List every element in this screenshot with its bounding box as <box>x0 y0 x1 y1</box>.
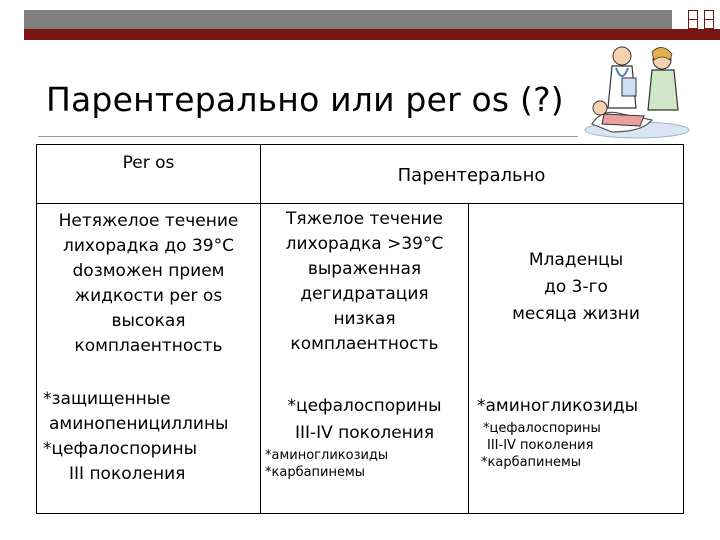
title-underline <box>38 136 578 137</box>
cell-line: *защищенные <box>43 389 171 409</box>
comparison-table <box>36 144 684 514</box>
cell-line: *цефалоспорины <box>43 439 197 459</box>
cell-line: аминопенициллины <box>49 414 229 434</box>
decorative-square <box>704 19 714 29</box>
cell-line: *цефалоспорины <box>483 421 601 436</box>
cell-line: Младенцы <box>528 250 624 270</box>
cell-line: *аминогликозиды <box>477 396 639 416</box>
table-divider <box>37 203 260 204</box>
cell-line: Тяжелое течение <box>285 209 443 229</box>
table-divider <box>260 203 683 204</box>
slide-title: Парентерально или per os (?) <box>46 80 564 119</box>
mild-course-cell <box>37 209 260 359</box>
cell-line: III поколения <box>69 464 186 484</box>
cell-line: низкая <box>333 309 396 329</box>
cell-line: лихорадка до 39°С <box>63 236 234 256</box>
cell-line: *аминогликозиды <box>265 448 389 463</box>
cell-line: жидкости per os <box>74 286 223 306</box>
severe-course-cell <box>261 207 468 357</box>
cell-line: комплаентность <box>74 336 223 356</box>
cell-line: *карбапинемы <box>265 465 366 480</box>
cell-line: до 3-го <box>544 277 608 297</box>
infants-cell <box>469 247 683 328</box>
cell-line: месяца жизни <box>512 304 640 324</box>
cell-line: III-IV поколения <box>487 438 594 453</box>
header-parenteral: Парентерально <box>397 165 546 186</box>
cell-line: *карбапинемы <box>481 455 582 470</box>
header-per-os: Per os <box>122 153 175 173</box>
decorative-square <box>688 19 698 29</box>
cell-line: лихорадка >39°С <box>285 234 444 254</box>
cell-line: дегидратация <box>300 284 429 304</box>
cell-line: dозможен прием <box>72 261 225 281</box>
parenteral-drugs-cell <box>261 393 468 481</box>
infant-drugs-cell <box>477 393 683 471</box>
cell-line: III-IV поколения <box>294 423 435 443</box>
cell-line: Нетяжелое течение <box>58 211 239 231</box>
cell-line: комплаентность <box>290 334 439 354</box>
per-os-drugs-cell <box>43 387 260 487</box>
cell-line: *цефалоспорины <box>287 396 442 416</box>
doctor-patient-clipart-icon <box>582 38 702 140</box>
cell-line: выраженная <box>307 259 422 279</box>
cell-line: высокая <box>111 311 186 331</box>
top-gray-bar <box>24 10 672 29</box>
